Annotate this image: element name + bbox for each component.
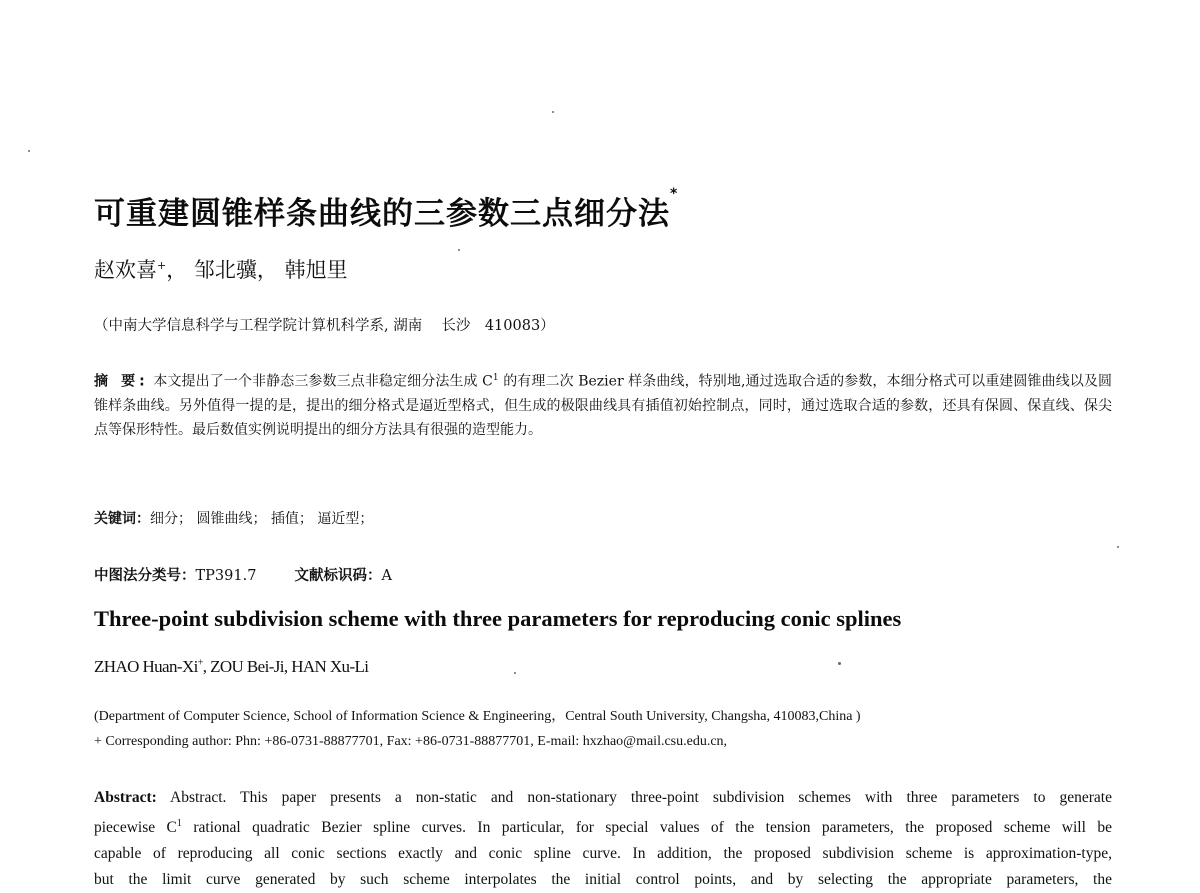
paper-title-cn	[94, 188, 678, 233]
scan-speck	[514, 672, 516, 674]
abstract-cn-sup: 1	[492, 373, 499, 383]
doc-code-value: A	[381, 568, 392, 584]
scan-speck	[838, 662, 841, 665]
abstract-cn-label: 摘 要:	[94, 373, 149, 390]
abstract-en-line-2a: piecewise C	[94, 819, 177, 837]
abstract-en-line-4: but the limit curve generated by such scheme interpolates the initial control points, and by selecting the appropriate parameters, the	[94, 871, 1112, 889]
corresponding-author-en: + Corresponding author: Phn: +86-0731-88877701, Fax: +86-0731-88877701, E-mail: hxzhao@mail.csu.edu.cn,	[94, 734, 728, 749]
scan-speck	[1117, 546, 1119, 548]
abstract-en-line-1-text: Abstract. This paper presents a non-static and non-stationary three-point subdivision schemes with three parameters to generate	[170, 789, 1112, 806]
authors-cn	[94, 254, 348, 284]
abstract-cn-text-2: 的有理二次 Bezier 样条曲线，特别地,通过选取合适的参数，本细分格式可以重建圆锥曲线以及圆锥样条曲线。另外值得一提的是，提出的细分格式是逼近型格式，但生成的极限曲线具有插值初始控制点，同时，通过选取合适的参数，还具有保圆、保直线、保尖点等保形特性。最后数值实例说明提出的细分方法具有很强的造型能力。	[94, 373, 1113, 438]
abstract-cn	[94, 366, 1112, 442]
clc-value: TP391.7	[195, 568, 257, 584]
scan-speck	[28, 150, 30, 152]
paper-title-en: Three-point subdivision scheme with three parameters for reproducing conic splines	[94, 606, 902, 631]
scan-speck	[552, 111, 554, 113]
abstract-en-line-2b: rational quadratic Bezier spline curves. In particular, for special values of the tension parameters, the proposed scheme will be	[181, 819, 1113, 837]
classification-line	[94, 564, 392, 585]
doc-code-label: 文献标识码：	[294, 568, 382, 584]
author-en-first: ZHAO Huan-Xi	[94, 657, 198, 676]
affiliation-en: (Department of Computer Science, School of Information Science & Engineering，Central South University, Changsha, 410083,China )	[94, 709, 861, 724]
authors-en	[94, 657, 368, 677]
title-cn-text: 可重建圆锥样条曲线的三参数三点细分法	[94, 196, 670, 232]
title-footnote-mark: *	[670, 186, 679, 202]
corresponding-mark-en: +	[197, 657, 203, 669]
keywords-cn	[94, 508, 373, 528]
authors-en-rest: , ZOU Bei-Ji, HAN Xu-Li	[202, 657, 369, 676]
keywords-cn-label: 关键词：	[94, 511, 150, 527]
abstract-en-label: Abstract:	[94, 789, 157, 806]
abstract-en-sup: 1	[176, 818, 182, 829]
corresponding-mark-cn: +	[157, 259, 167, 272]
abstract-cn-text-1: 本文提出了一个非静态三参数三点非稳定细分法生成 C	[153, 373, 493, 390]
authors-cn-rest: ， 邹北骥， 韩旭里	[166, 258, 348, 282]
abstract-en-line-3: capable of reproducing all conic sections exactly and conic spline curve. In addition, the proposed subdivision scheme is approximation-type,	[94, 845, 1112, 863]
clc-label: 中图法分类号：	[94, 568, 196, 584]
keywords-cn-text: 细分； 圆锥曲线； 插值； 逼近型；	[150, 511, 374, 527]
abstract-en	[94, 785, 1112, 893]
scan-speck	[458, 249, 460, 251]
affiliation-cn: （中南大学信息科学与工程学院计算机科学系, 湖南 长沙 410083）	[94, 318, 555, 334]
abstract-en-line-2	[94, 811, 1112, 841]
abstract-en-line-1	[94, 785, 1112, 811]
author-cn-first: 赵欢喜	[94, 258, 157, 282]
